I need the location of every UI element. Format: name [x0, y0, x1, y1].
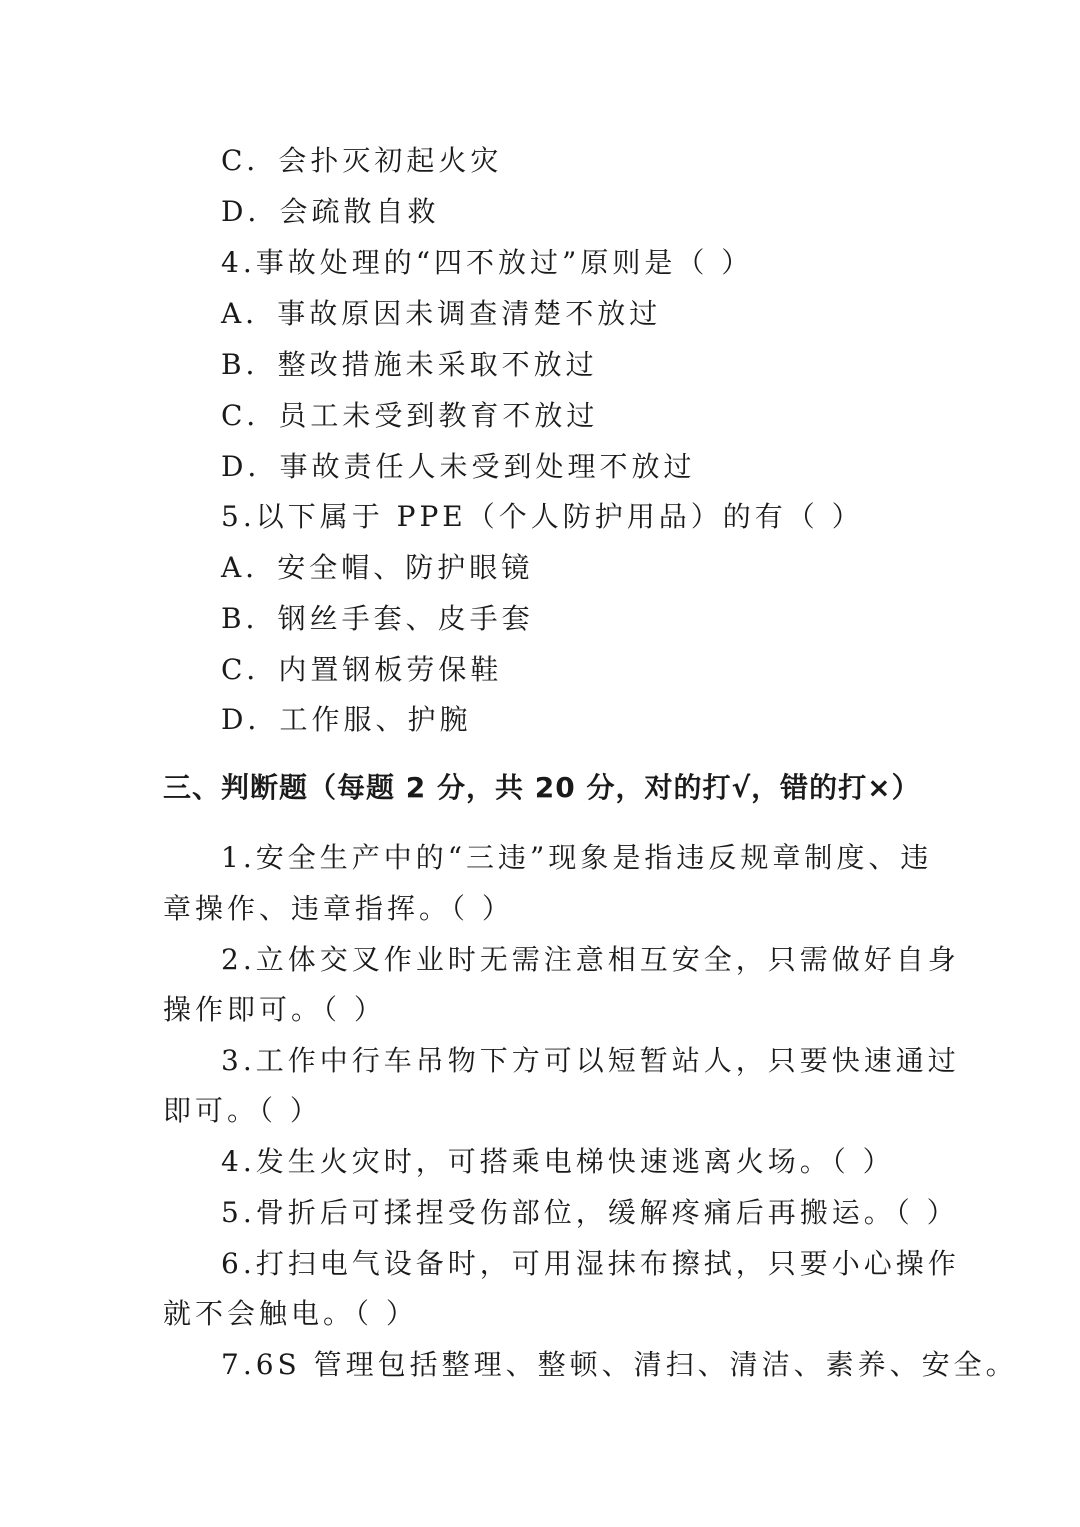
- section-heading-judgment: 三、判断题（每题 2 分，共 20 分，对的打√，错的打×）: [163, 771, 921, 804]
- judgment-item-6-line-2: 就不会触电。（ ）: [163, 1297, 418, 1330]
- q4-option-a: A．事故原因未调查清楚不放过: [221, 297, 662, 330]
- judgment-item-2-line-2: 操作即可。（ ）: [163, 993, 386, 1026]
- q4-option-c: C．员工未受到教育不放过: [221, 399, 599, 432]
- judgment-item-4: 4.发生火灾时，可搭乘电梯快速逃离火场。（ ）: [221, 1145, 895, 1178]
- q5-stem: 5.以下属于 PPE（个人防护用品）的有（ ）: [221, 500, 864, 533]
- q5-option-d: D．工作服、护腕: [221, 703, 472, 736]
- judgment-item-5: 5.骨折后可揉捏受伤部位，缓解疼痛后再搬运。（ ）: [221, 1196, 959, 1229]
- judgment-item-3-line-1: 3.工作中行车吊物下方可以短暂站人，只要快速通过: [221, 1044, 960, 1077]
- q4-option-b: B．整改措施未采取不放过: [221, 348, 598, 381]
- judgment-item-7: 7.6S 管理包括整理、整顿、清扫、清洁、素养、安全。: [221, 1348, 1018, 1381]
- q3-option-c: C．会扑灭初起火灾: [221, 144, 503, 177]
- judgment-item-2-line-1: 2.立体交叉作业时无需注意相互安全，只需做好自身: [221, 943, 960, 976]
- judgment-item-6-line-1: 6.打扫电气设备时，可用湿抹布擦拭，只要小心操作: [221, 1247, 960, 1280]
- judgment-item-1-line-1: 1.安全生产中的“三违”现象是指违反规章制度、违: [221, 841, 933, 874]
- q3-option-d: D．会疏散自救: [221, 195, 440, 228]
- q4-stem: 4.事故处理的“四不放过”原则是（ ）: [221, 246, 754, 279]
- judgment-item-3-line-2: 即可。（ ）: [163, 1094, 322, 1127]
- q5-option-b: B．钢丝手套、皮手套: [221, 602, 534, 635]
- q5-option-a: A．安全帽、防护眼镜: [221, 551, 534, 584]
- judgment-item-1-line-2: 章操作、违章指挥。（ ）: [163, 892, 514, 925]
- q5-option-c: C．内置钢板劳保鞋: [221, 653, 503, 686]
- q4-option-d: D．事故责任人未受到处理不放过: [221, 450, 696, 483]
